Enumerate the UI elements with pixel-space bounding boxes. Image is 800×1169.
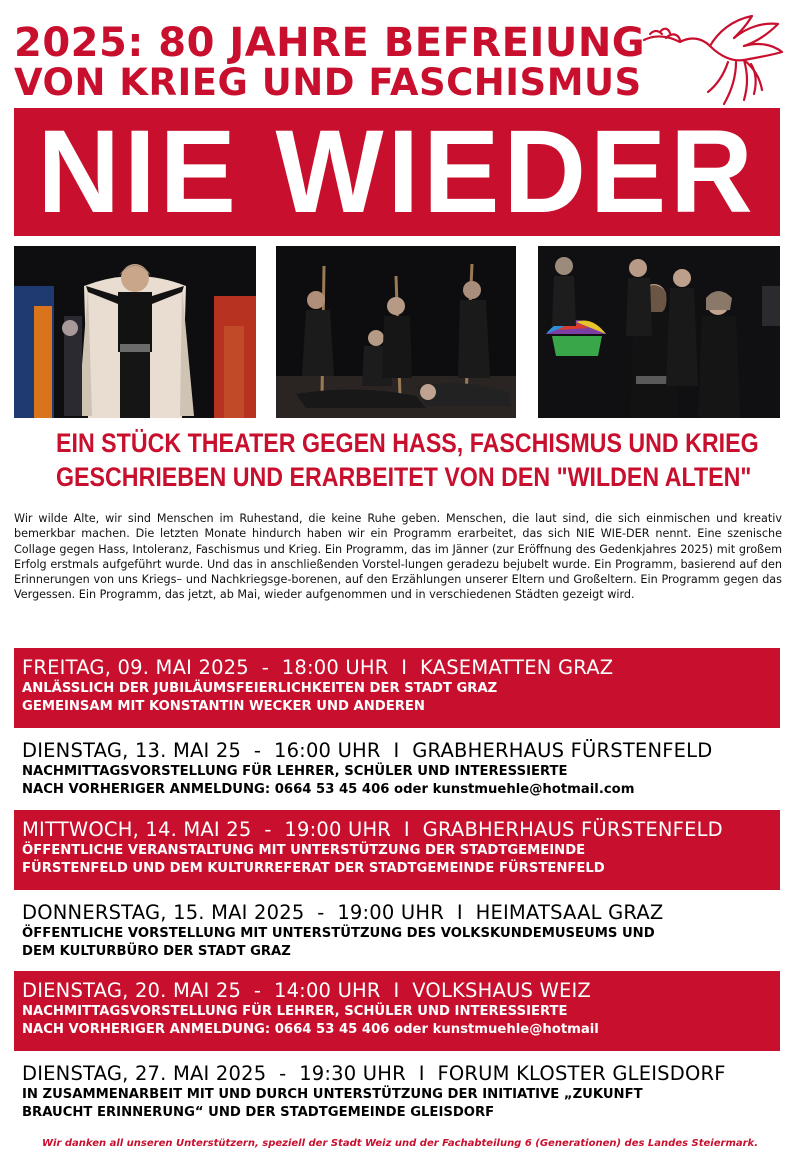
event-venue: GRABHERHAUS FÜRSTENFELD — [422, 818, 723, 841]
event-5 — [14, 971, 780, 1051]
event-6-detail-1: IN ZUSAMMENARBEIT MIT UND DURCH UNTERSTÜTZUNG DER INITIATIVE „ZUKUNFT — [22, 1087, 643, 1102]
event-5-heading — [14, 971, 780, 1003]
event-venue: KASEMATTEN GRAZ — [420, 656, 614, 679]
dash-separator: - — [279, 1062, 287, 1085]
event-4-heading — [14, 893, 780, 925]
event-time: 16:00 UHR — [273, 739, 381, 762]
event-venue: HEIMATSAAL GRAZ — [475, 901, 664, 924]
event-time: 19:00 UHR — [337, 901, 444, 924]
intro-paragraph: Wir wilde Alte, wir sind Menschen im Ruhestand, die keine Ruhe geben. Menschen, die laut sind, die sich einmischen und kreativ bemerkbar machen. Die letzten Monate hindurch haben wir ein Programm erarbeitet, das sich NIE WIE-DER nennt. Eine szenische Collage gegen Hass, Intoleranz, Faschismus und Krieg. Ein Programm, das im Jänner (zur Eröffnung des Gedenkjahres 2025) mit großem Erfolg erstmals aufgeführt wurde. Und das in anschließenden Vorstel-lungen geradezu bejubelt wurde. Ein Programm, basierend auf den Erinnerungen von uns Kriegs– und Nachkriegsge-borenen, auf den Erzählungen unserer Eltern und Großeltern. Ein Programm gegen das Vergessen. Ein Programm, das jetzt, ab Mai, wieder aufgenommen und in verschiedenen Städten gezeigt wird. — [14, 512, 782, 602]
event-venue: FORUM KLOSTER GLEISDORF — [437, 1062, 726, 1085]
event-3-detail-1: ÖFFENTLICHE VERANSTALTUNG MIT UNTERSTÜTZUNG DER STADTGEMEINDE — [22, 843, 586, 858]
dash-separator: - — [261, 656, 269, 679]
event-venue: GRABHERHAUS FÜRSTENFELD — [412, 739, 713, 762]
event-date: DONNERSTAG, 15. MAI 2025 — [22, 901, 305, 924]
event-date: DIENSTAG, 27. MAI 2025 — [22, 1062, 267, 1085]
event-date: MITTWOCH, 14. MAI 25 — [22, 818, 252, 841]
performance-photo-3 — [538, 246, 780, 418]
header-title — [14, 22, 645, 102]
event-2-detail-2: NACH VORHERIGER ANMELDUNG: 0664 53 45 406 oder kunstmuehle@hotmail.com — [22, 782, 635, 797]
event-2-detail-1: NACHMITTAGSVORSTELLUNG FÜR LEHRER, SCHÜLER UND INTERESSIERTE — [22, 764, 568, 779]
event-venue: VOLKSHAUS WEIZ — [412, 979, 591, 1002]
event-time: 18:00 UHR — [281, 656, 389, 679]
event-2-heading — [14, 731, 780, 763]
venue-separator: I — [401, 656, 408, 679]
event-3-detail-2: FÜRSTENFELD UND DEM KULTURREFERAT DER STADTGEMEINDE FÜRSTENFELD — [22, 861, 605, 876]
event-time: 19:00 UHR — [284, 818, 392, 841]
event-1 — [14, 648, 780, 728]
event-4-detail-1: ÖFFENTLICHE VORSTELLUNG MIT UNTERSTÜTZUNG DES VOLKSKUNDEMUSEUMS UND — [22, 926, 655, 941]
actors-with-umbrella-photo — [538, 246, 780, 418]
peace-dove-icon — [636, 12, 786, 112]
event-time: 19:30 UHR — [299, 1062, 406, 1085]
venue-separator: I — [418, 1062, 425, 1085]
event-6-heading — [14, 1054, 780, 1086]
event-date: DIENSTAG, 13. MAI 25 — [22, 739, 242, 762]
performance-photo-2 — [276, 246, 516, 418]
subtitle-line-1: EIN STÜCK THEATER GEGEN HASS, FASCHISMUS UND KRIEG — [56, 428, 759, 458]
event-6 — [14, 1054, 780, 1130]
banner-title: NIE WIEDER — [37, 106, 757, 238]
header-line-1: 2025: 80 JAHRE BEFREIUNG — [14, 20, 646, 66]
event-date: DIENSTAG, 20. MAI 25 — [22, 979, 242, 1002]
event-2 — [14, 731, 780, 807]
dash-separator: - — [317, 901, 325, 924]
dash-separator: - — [253, 979, 262, 1002]
event-5-detail-2: NACH VORHERIGER ANMELDUNG: 0664 53 45 406 oder kunstmuehle@hotmail — [22, 1022, 599, 1037]
subtitle-line-2: GESCHRIEBEN UND ERARBEITET VON DEN "WILDEN ALTEN" — [56, 462, 752, 492]
footer-thanks: Wir danken all unseren Unterstützern, speziell der Stadt Weiz und der Fachabteilung 6 (Generationen) des Landes Steiermark. — [42, 1138, 758, 1149]
event-5-detail-1: NACHMITTAGSVORSTELLUNG FÜR LEHRER, SCHÜLER UND INTERESSIERTE — [22, 1004, 568, 1019]
performer-with-shawl-photo — [14, 246, 256, 418]
venue-separator: I — [403, 818, 410, 841]
header-line-2: VON KRIEG UND FASCHISMUS — [14, 61, 642, 104]
event-6-detail-2: BRAUCHT ERINNERUNG“ UND DER STADTGEMEINDE GLEISDORF — [22, 1105, 495, 1120]
dash-separator: - — [253, 739, 262, 762]
venue-separator: I — [456, 901, 463, 924]
event-1-detail-2: GEMEINSAM MIT KONSTANTIN WECKER UND ANDEREN — [22, 699, 425, 714]
event-1-heading — [14, 648, 780, 680]
dash-separator: - — [264, 818, 272, 841]
event-3 — [14, 810, 780, 890]
event-4 — [14, 893, 780, 969]
event-3-heading — [14, 810, 780, 842]
performance-photo-1 — [14, 246, 256, 418]
title-banner — [14, 108, 780, 236]
venue-separator: I — [393, 739, 400, 762]
venue-separator: I — [393, 979, 400, 1002]
actors-with-staffs-photo — [276, 246, 516, 418]
event-time: 14:00 UHR — [273, 979, 381, 1002]
event-4-detail-2: DEM KULTURBÜRO DER STADT GRAZ — [22, 944, 291, 959]
event-date: FREITAG, 09. MAI 2025 — [22, 656, 249, 679]
event-1-detail-1: ANLÄSSLICH DER JUBILÄUMSFEIERLICHKEITEN DER STADT GRAZ — [22, 681, 498, 696]
